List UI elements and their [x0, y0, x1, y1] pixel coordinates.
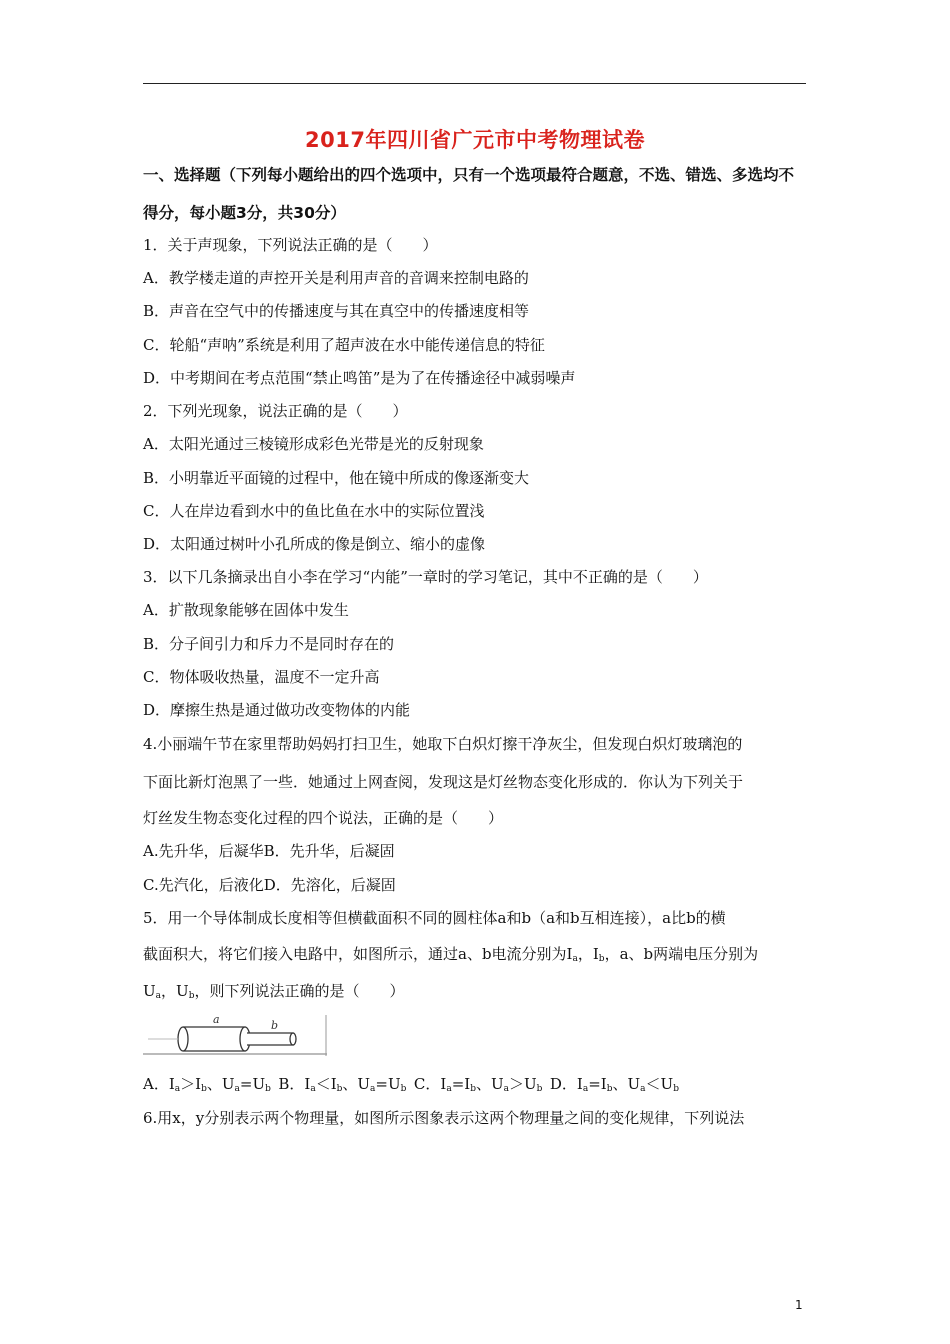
section-heading-line2: 得分，每小题3分，共30分） — [143, 204, 346, 222]
q4-stem-line1: 4.小丽端午节在家里帮助妈妈打扫卫生，她取下白炽灯擦干净灰尘，但发现白炽灯玻璃泡的 — [143, 735, 743, 753]
page-number: 1 — [795, 1298, 803, 1312]
q4-stem-line3: 灯丝发生物态变化过程的四个说法，正确的是（ ） — [143, 809, 504, 827]
q3-option-c: C．物体吸收热量，温度不一定升高 — [143, 668, 380, 686]
q3-option-a: A．扩散现象能够在固体中发生 — [143, 601, 349, 619]
conductor-figure — [143, 1013, 327, 1057]
label-a: a — [213, 1013, 220, 1026]
q2-option-d: D．太阳通过树叶小孔所成的像是倒立、缩小的虚像 — [143, 535, 486, 553]
q5-stem-line1: 5．用一个导体制成长度相等但横截面积不同的圆柱体a和b（a和b互相连接），a比b的横 — [143, 909, 726, 927]
q1-stem: 1．关于声现象，下列说法正确的是（ ） — [143, 236, 438, 254]
section-heading-line1: 一、选择题（下列每小题给出的四个选项中，只有一个选项最符合题意，不选、错选、多选均不 — [143, 166, 795, 184]
q5-stem-line3: $U_a$，$U_b$，则下列说法正确的是（ ） — [143, 982, 405, 1001]
q1-option-d: D．中考期间在考点范围“禁止鸣笛”是为了在传播途径中减弱噪声 — [143, 369, 576, 387]
header-rule — [143, 83, 806, 84]
q2-option-b: B．小明靠近平面镜的过程中，他在镜中所成的像逐渐变大 — [143, 469, 530, 487]
q3-stem: 3．以下几条摘录出自小李在学习“内能”一章时的学习笔记，其中不正确的是（ ） — [143, 568, 708, 586]
q1-option-a: A．教学楼走道的声控开关是利用声音的音调来控制电路的 — [143, 269, 529, 287]
q1-option-c: C．轮船“声呐”系统是利用了超声波在水中能传递信息的特征 — [143, 336, 545, 354]
page-title: 2017年四川省广元市中考物理试卷 — [305, 128, 645, 152]
q2-option-a: A．太阳光通过三棱镜形成彩色光带是光的反射现象 — [143, 435, 484, 453]
q3-option-b: B．分子间引力和斥力不是同时存在的 — [143, 635, 395, 653]
q2-option-c: C．人在岸边看到水中的鱼比鱼在水中的实际位置浅 — [143, 502, 485, 520]
q2-stem: 2．下列光现象，说法正确的是（ ） — [143, 402, 408, 420]
q3-option-d: D．摩擦生热是通过做功改变物体的内能 — [143, 701, 411, 719]
q5-stem-line2: 截面积大，将它们接入电路中，如图所示，通过a、b电流分别为$I_a$，$I_b$，a、b两端电压分别为 — [143, 945, 759, 964]
q5-options: A．$I_a>I_b$、$U_a=U_b$ B．$I_a<I_b$、$U_a=U_b$ C．$I_a=I_b$、$U_a>U_b$ D．$I_a=I_b$、$U_a<U_b$ — [143, 1075, 679, 1094]
q1-option-b: B．声音在空气中的传播速度与其在真空中的传播速度相等 — [143, 302, 530, 320]
q4-options-cd: C.先汽化，后液化D．先溶化，后凝固 — [143, 876, 396, 894]
label-b: b — [271, 1019, 279, 1032]
q4-stem-line2: 下面比新灯泡黑了一些．她通过上网查阅，发现这是灯丝物态变化形成的．你认为下列关于 — [143, 773, 744, 791]
q6-stem-line1: 6.用x，y分别表示两个物理量，如图所示图象表示这两个物理量之间的变化规律，下列说法 — [143, 1109, 745, 1127]
q4-options-ab: A.先升华，后凝华B．先升华，后凝固 — [143, 842, 395, 860]
